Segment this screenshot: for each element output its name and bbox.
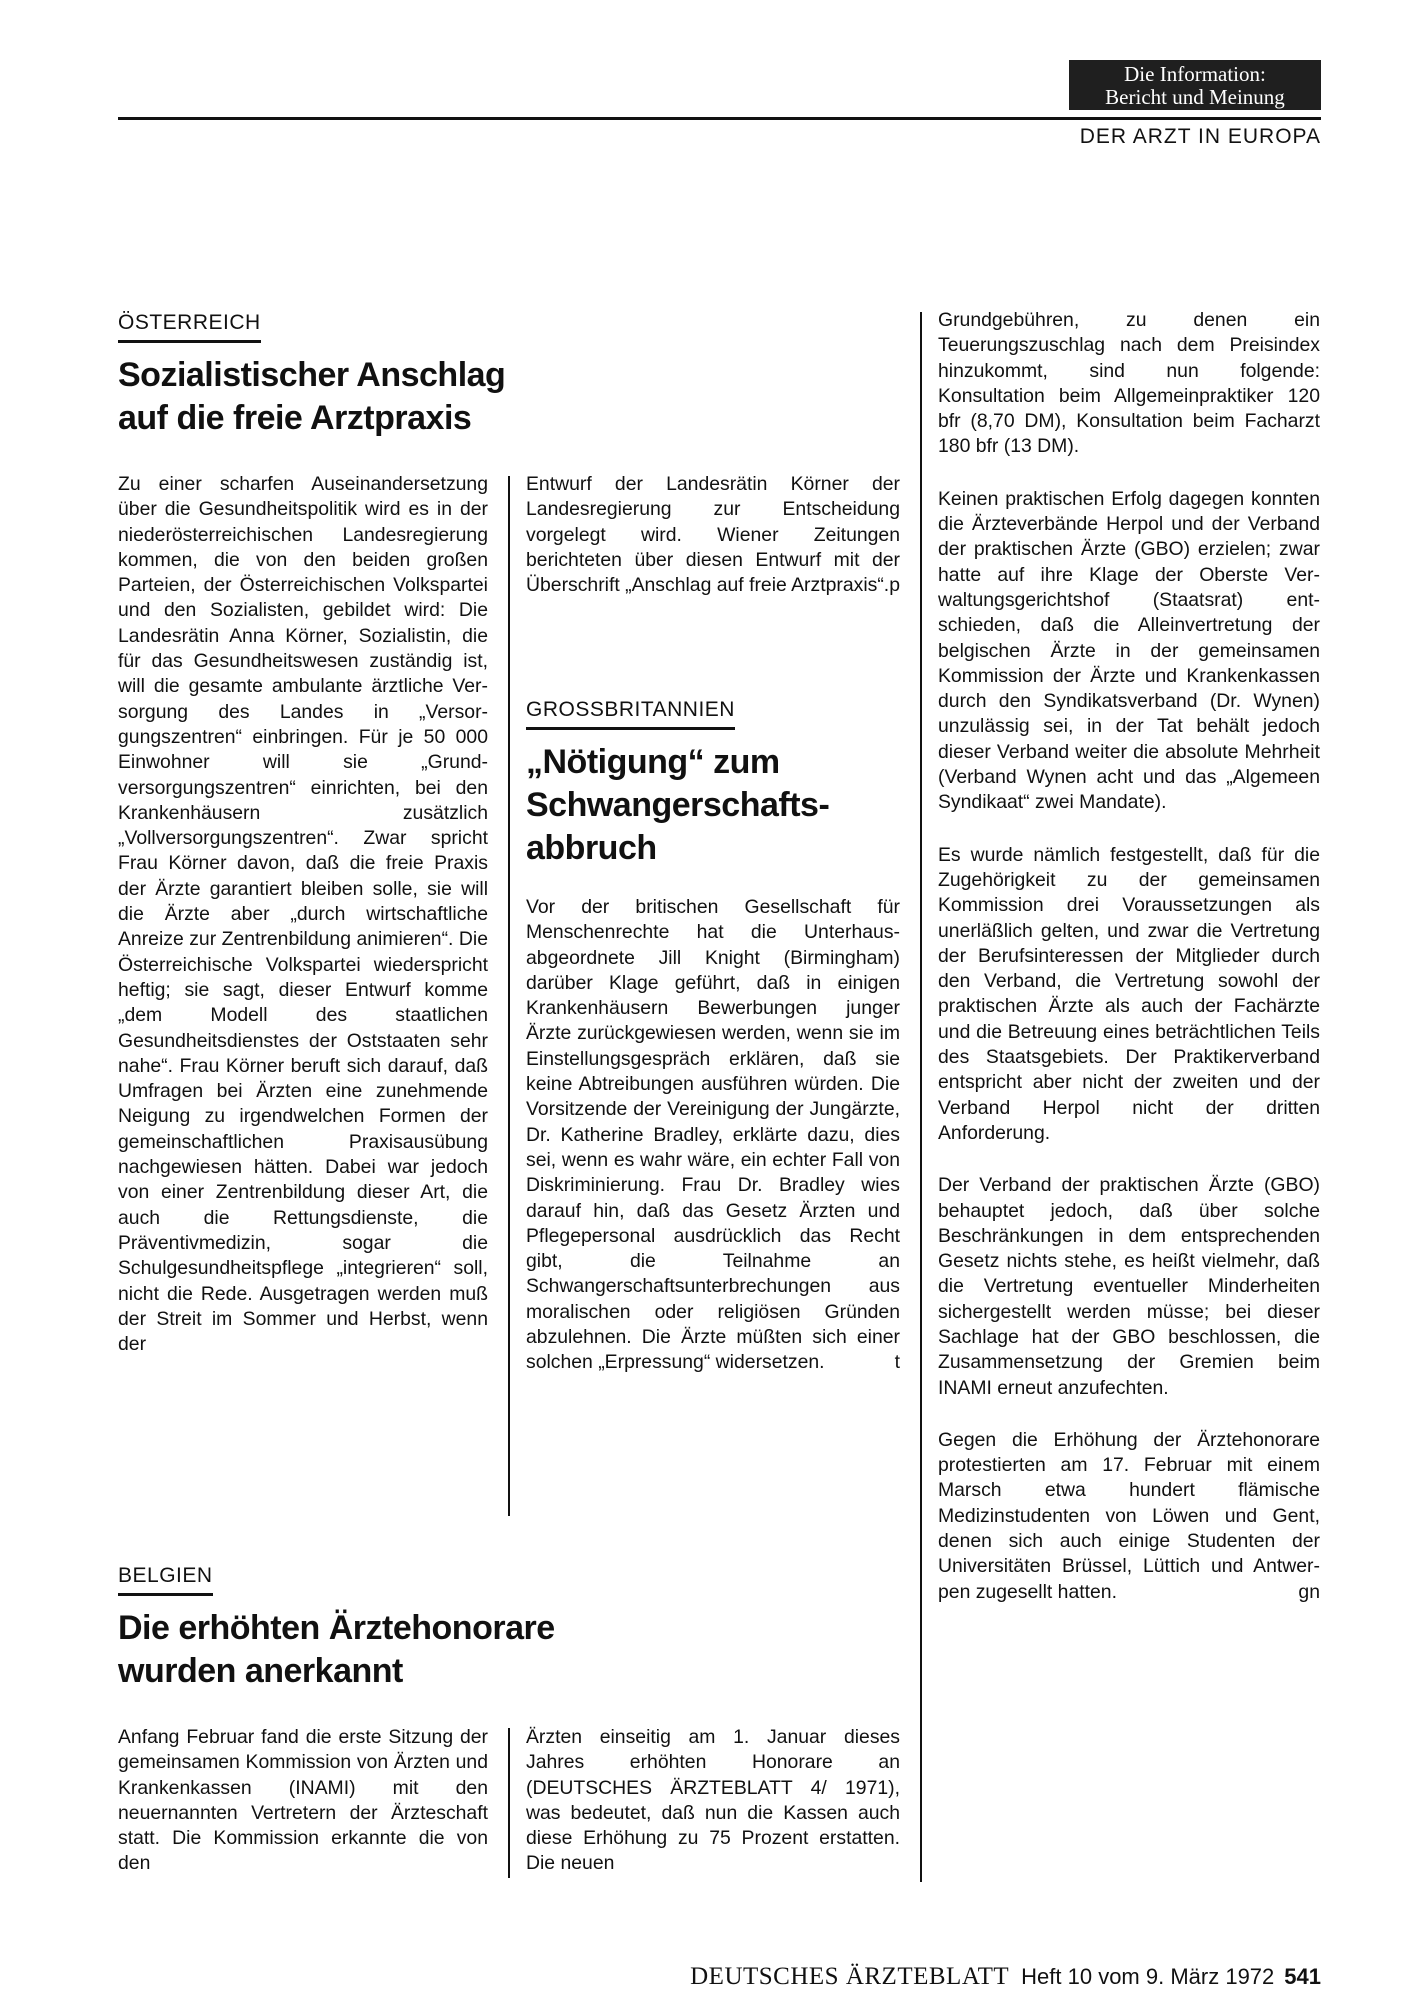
- article-austria-col2-text: Entwurf der Landesrätin Körner der Landesregierung zur Entscheidung vorgelegt wird. Wiener Zeitungen berichteten über diesen Entwurf mit der Überschrift „Anschlag auf freie Arztpraxis“.: [526, 473, 900, 597]
- column-divider: [508, 476, 510, 1516]
- header-tag-line2: Bericht und Meinung: [1105, 85, 1285, 109]
- paragraph: Der Verband der praktischen Ärzte (GBO) behauptet jedoch, daß über solche Beschränkungen in dem entsprechenden Gesetz nichts stehe, es heißt vielmehr, daß die Vertretung eventueller Minderheiten sichergestellt werden müsse; bei dieser Sachlage hat der GBO beschlossen, die Zusammensetzung der Gremien beim INAMI erneut anzufechten.: [938, 1174, 1320, 1399]
- headline-belgium: Die erhöhten Ärztehonorare wurden anerkannt: [118, 1609, 555, 1690]
- footer-issue: Heft 10 vom 9. März 1972: [1021, 1964, 1275, 1989]
- paragraph-text: Gegen die Erhöhung der Ärztehonorare protestierten am 17. Februar mit einem Marsch etwa hundert flämische Medizinstudenten von Löwen und Gent, denen sich auch einige Studenten der Universitäten Brüssel, Lüttich und Antwerpen zugesellt hatten.: [938, 1428, 1320, 1603]
- column-divider: [508, 1728, 510, 1878]
- header-tag-box: [1069, 60, 1321, 110]
- article-belgium-col2: Ärzten einseitig am 1. Januar dieses Jahres erhöhten Honorare an (DEUTSCHES ÄRZTEBLATT 4/ 1971), was bedeutet, daß nun die Kassen auch diese Erhöhung zu 75 Prozent erstatten. Die neuen: [526, 1726, 900, 1875]
- article-belgium-col1: Anfang Februar fand die erste Sitzung der gemeinsamen Kommission von Ärzten und Krankenkassen (INAMI) mit den neuernannten Vertretern der Ärzteschaft statt. Die Kommission erkannte die von den: [118, 1726, 488, 1875]
- column-divider: [920, 312, 922, 1882]
- article-austria-col1: Zu einer scharfen Auseinandersetzung über die Gesundheitspolitik wird es in der niederösterreichischen Landesregierung kommen, die von den beiden großen Parteien, der Österreichischen Volkspartei und den Sozialisten, gebildet wird: Die Landesrätin Anna Körner, Sozialistin, die für das Gesundheitswesen zuständig ist, will die gesamte ambulante ärztliche Versorgung des Landes in „Versorgungszentren“ einbringen. Für je 50 000 Einwohner will sie „Grundversorgungszentren“ einrichten, bei den Krankenhäusern zusätzlich „Vollversorgungszentren“. Zwar spricht Frau Körner davon, daß die freie Praxis der Ärzte garantiert bleiben solle, sie will die Ärzte aber „durch wirtschaftliche Anreize zur Zentrenbildung animieren“. Die Österreichische Volkspartei wiederspricht heftig; sie sagt, dieser Entwurf komme „dem Modell des staatlichen Gesundheitsdienstes der Oststaaten sehr nahe“. Frau Körner beruft sich darauf, daß Umfragen bei Ärzten eine zunehmende Neigung zu irgendwelchen Formen der gemeinschaftlichen Praxisausübung nachgewiesen hätten. Dabei war jedoch von einer Zentrenbildung dieser Art, die auch die Rettungsdienste, die Präventivmedizin, sogar die Schulgesundheitspflege „integrieren“ soll, nicht die Rede. Ausgetragen werden muß der Streit im Sommer und Herbst, wenn der: [118, 473, 488, 1356]
- footer-masthead: DEUTSCHES ÄRZTEBLATT: [690, 1963, 1010, 1990]
- header-rule: [118, 117, 1321, 120]
- article-britain-body: [526, 895, 900, 1376]
- headline-britain: „Nötigung“ zum Schwangerschaftsabbruch: [526, 743, 830, 867]
- paragraph: [938, 1428, 1320, 1605]
- paragraph: Es wurde nämlich festgestellt, daß für die Zugehörigkeit zu der gemeinsamen Kommission drei Voraussetzungen als unerläßlich gelten, und zwar die Vertretung der Berufsinteressen der Mitglieder durch den Verband, die Vertretung sowohl der praktischen Ärzte als auch der Fachärzte und die Betreuung eines beträchtlichen Teils des Staatsgebiets. Der Praktikerverband entspricht aber nicht der zweiten und der Verband Herpol nicht der dritten Anforderung.: [938, 843, 1320, 1144]
- paragraph: Keinen praktischen Erfolg dagegen konnten die Ärzteverbände Herpol und der Verband der praktischen Ärzte (GBO) erzielen; zwar hatte auf ihre Klage der Oberste Verwaltungsgerichtshof (Staatsrat) entschieden, daß die Alleinvertretung der belgischen Ärzte in der gemeinsamen Kommission der Ärzte und Krankenkassen durch den Syndikatsverband (Dr. Wynen) unzulässig sei, in der Tat behält jedoch dieser Verband weiter die absolute Mehrheit (Verband Wynen acht und das „Algemeen Syndikaat“ zwei Mandate).: [938, 487, 1320, 814]
- signature-austria: p: [889, 574, 900, 597]
- signature-britain: t: [894, 1351, 900, 1374]
- header-tag-line1: Die Information:: [1124, 62, 1266, 86]
- article-austria-col2: [526, 472, 900, 598]
- page-footer: [690, 1963, 1321, 1991]
- page-number: 541: [1284, 1964, 1321, 1989]
- signature-belgium: gn: [1298, 1580, 1320, 1603]
- article-belgium-col3: [938, 308, 1320, 1605]
- paragraph: Grundgebühren, zu denen ein Teuerungszuschlag nach dem Preisindex hinzukommt, sind nun folgende: Konsultation beim Allgemeinpraktiker 120 bfr (8,70 DM), Konsultation beim Facharzt 180 bfr (13 DM).: [938, 309, 1320, 458]
- kicker-britain: GROSSBRITANNIEN: [526, 697, 735, 730]
- headline-austria: Sozialistischer Anschlag auf die freie Arztpraxis: [118, 356, 506, 437]
- kicker-austria: ÖSTERREICH: [118, 310, 261, 343]
- kicker-belgium: BELGIEN: [118, 1563, 213, 1596]
- section-title: DER ARZT IN EUROPA: [1079, 125, 1321, 148]
- article-britain-text: Vor der britischen Gesellschaft für Menschenrechte hat die Unterhausabgeordnete Jill Knight (Birmingham) darüber Klage geführt, daß in einigen Krankenhäusern Bewerbungen junger Ärzte zurückgewiesen werden, wenn sie im Einstellungsgespräch erklären, daß sie keine Abtreibungen ausführen würden. Die Vorsitzende der Vereinigung der Jungärzte, Dr. Katherine Bradley, erklärte dazu, dies sei, wenn es wahr wäre, ein echter Fall von Diskriminierung. Frau Dr. Bradley wies darauf hin, daß das Gesetz Ärzten und Pflegepersonal ausdrücklich das Recht gibt, die Teilnahme an Schwangerschaftsunterbrechungen aus moralischen oder religiösen Gründen abzulehnen. Die Ärzte müßten sich einer solchen „Erpressung“ widersetzen.: [526, 896, 900, 1374]
